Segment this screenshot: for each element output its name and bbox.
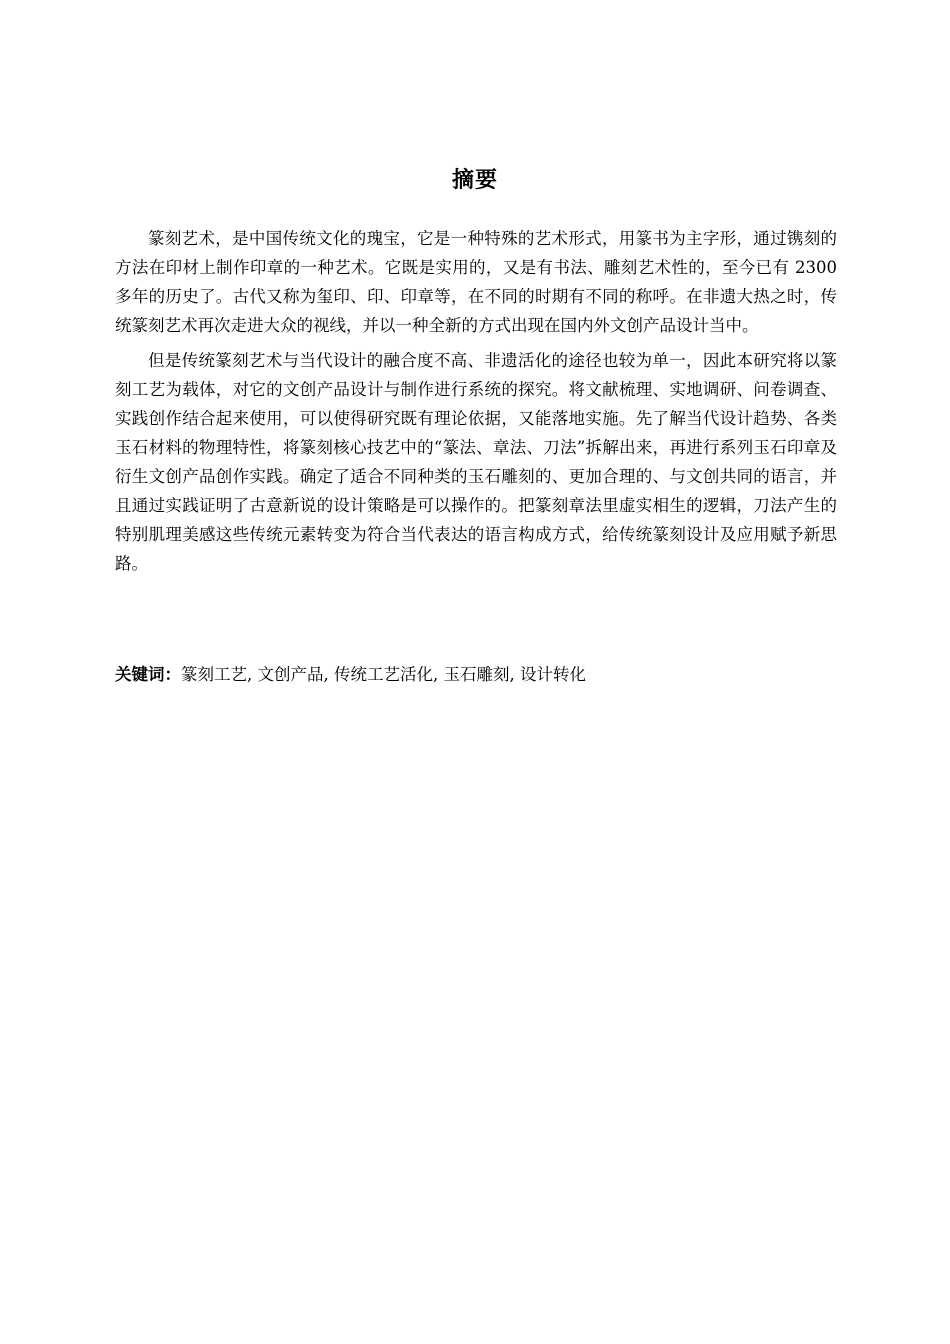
abstract-paragraph-2: 但是传统篆刻艺术与当代设计的融合度不高、非遗活化的途径也较为单一，因此本研究将以篆刻工艺为载体，对它的文创产品设计与制作进行系统的探究。将文献梳理、实地调研、问卷调查、实践创作结合起来使用，可以使得研究既有理论依据，又能落地实施。先了解当代设计趋势、各类玉石材料的物理特性，将篆刻核心技艺中的“篆法、章法、刀法”拆解出来，再进行系列玉石印章及衍生文创产品创作实践。确定了适合不同种类的玉石雕刻的、更加合理的、与文创共同的语言，并且通过实践证明了古意新说的设计策略是可以操作的。把篆刻章法里虚实相生的逻辑，刀法产生的特别肌理美感这些传统元素转变为符合当代表达的语言构成方式，给传统篆刻设计及应用赋予新思路。 <box>115 351 837 573</box>
abstract-title: 摘要 <box>451 168 498 193</box>
abstract-body <box>115 224 837 584</box>
abstract-paragraph-1: 篆刻艺术，是中国传统文化的瑰宝，它是一种特殊的艺术形式，用篆书为主字形，通过镌刻的方法在印材上制作印章的一种艺术。它既是实用的，又是有书法、雕刻艺术性的，至今已有 2300 多年的历史了。古代又称为玺印、印、印章等，在不同的时期有不同的称呼。在非遗大热之时，传统篆刻艺术再次走进大众的视线，并以一种全新的方式出现在国内外文创产品设计当中。 <box>115 229 837 335</box>
keywords-label: 关键词： <box>115 665 181 684</box>
keywords-line <box>115 660 837 689</box>
keywords-value: 篆刻工艺, 文创产品, 传统工艺活化, 玉石雕刻, 设计转化 <box>181 665 586 684</box>
